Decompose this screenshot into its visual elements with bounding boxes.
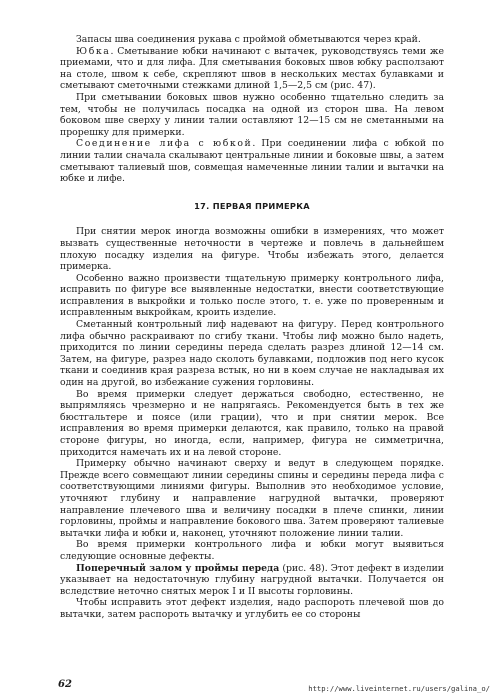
paragraph [60, 92, 444, 138]
text-run: Особенно важно произвести тщательную примерку контрольного лифа, исправить по фигуре все выявленные недостатки, внести соответствующие исправления в выкройки и только после этого, т. е. уже по проверенным и исправленным выкройкам, кроить изделие. [60, 272, 444, 319]
paragraph [60, 226, 444, 272]
text-run: Запасы шва соединения рукава с проймой обметываются через край. [76, 34, 421, 45]
paragraph [60, 319, 444, 389]
text-run: При снятии мерок иногда возможны ошибки в измерениях, что может вызвать существенные неточности в чертеже и повлечь в дальнейшем плохую посадку изделия на фигуре. Чтобы избежать этого, делается примерка. [60, 226, 444, 273]
bottom-paragraphs [60, 226, 444, 620]
paragraph [60, 597, 444, 620]
paragraph [60, 389, 444, 459]
text-run: (рис. 48). Этот дефект в изделии указывает на недостаточную глубину нагрудной вытачки. Получается он вследствие неточно снятых мерок I и II высоты горловины. [60, 562, 445, 597]
text-run: . Сметывание юбки начинают с вытачек, руководствуясь теми же приемами, что и для лифа. Для сметывания боковых швов юбку расползают на столе, швом к себе, скрепляют швов в нескольких местах булавками и сметывают сметочными стежками длиной 1,5—2,5 см (рис. 47). [60, 45, 444, 92]
paragraph [60, 34, 444, 46]
paragraph [60, 273, 444, 319]
footer-url: http://www.liveinternet.ru/users/galina_o/ [308, 684, 490, 693]
top-paragraphs [60, 34, 444, 185]
text-run: При сметывании боковых швов нужно особенно тщательно следить за тем, чтобы не получилась посадка на одной из сторон шва. На левом боковом шве сверху у линии талии оставляют 12—15 см не сметанными на прорешку для примерки. [60, 91, 444, 138]
paragraph [60, 458, 444, 539]
text-run: . При соединении лифа с юбкой по линии талии сначала скалывают центральные линии и боковые швы, а затем сметывают талиевый шов, совмещая намеченные линии талии и вытачки на юбке и лифе. [60, 138, 444, 185]
text-run: Во время примерки следует держаться свободно, естественно, не выпрямляясь чрезмерно и не напрягаясь. Рекомендуется быть в тех же бюстгальтере и поясе (или грации), что и при снятии мерок. Все исправления во время примерки делаются, как правило, только на правой стороне фигуры, но иногда, если, например, фигура не симметрична, приходится намечать их и на левой стороне. [60, 388, 444, 458]
paragraph [60, 563, 444, 598]
paragraph [60, 539, 444, 562]
text-run: Примерку обычно начинают сверху и ведут в следующем порядке. Прежде всего совмещают линии середины спины и середины переда лифа с соответствующими линиями фигуры. Выполнив это необходимое условие, уточняют глубину и направление нагрудной вытачки, проверяют направление плечевого шва и величину посадки в плече спинки, линии горловины, проймы и направление бокового шва. Затем проверяют талиевые вытачки лифа и юбки и, наконец, уточняют положение линии талии. [60, 458, 444, 539]
text-run: Чтобы исправить этот дефект изделия, надо распороть плечевой шов до вытачки, затем распороть вытачку и углубить ее со стороны [60, 597, 444, 620]
spaced-run: Юбка [76, 45, 111, 57]
spaced-run: Соединение лифа с юбкой [76, 138, 253, 150]
page-text [60, 34, 444, 621]
section-heading: 17. ПЕРВАЯ ПРИМЕРКА [194, 200, 310, 211]
paragraph [60, 46, 444, 92]
bold-run: Поперечный залом у проймы переда [76, 562, 280, 574]
text-run: Сметанный контрольный лиф надевают на фигуру. Перед контрольного лифа обычно раскраивают по сгибу ткани. Чтобы лиф можно было надеть, приходится по линии середины переда сделать разрез длиной 12—14 см. Затем, на фигуре, разрез надо сколоть булавками, подложив под него кусок ткани и соединив края разреза встык, но ни в коем случае не накладывая их один на другой, во избежание сужения горловины. [60, 319, 444, 389]
page-number: 62 [58, 679, 72, 690]
paragraph [60, 138, 444, 184]
text-run: Во время примерки контрольного лифа и юбки могут выявиться следующие основные дефекты. [60, 539, 444, 562]
